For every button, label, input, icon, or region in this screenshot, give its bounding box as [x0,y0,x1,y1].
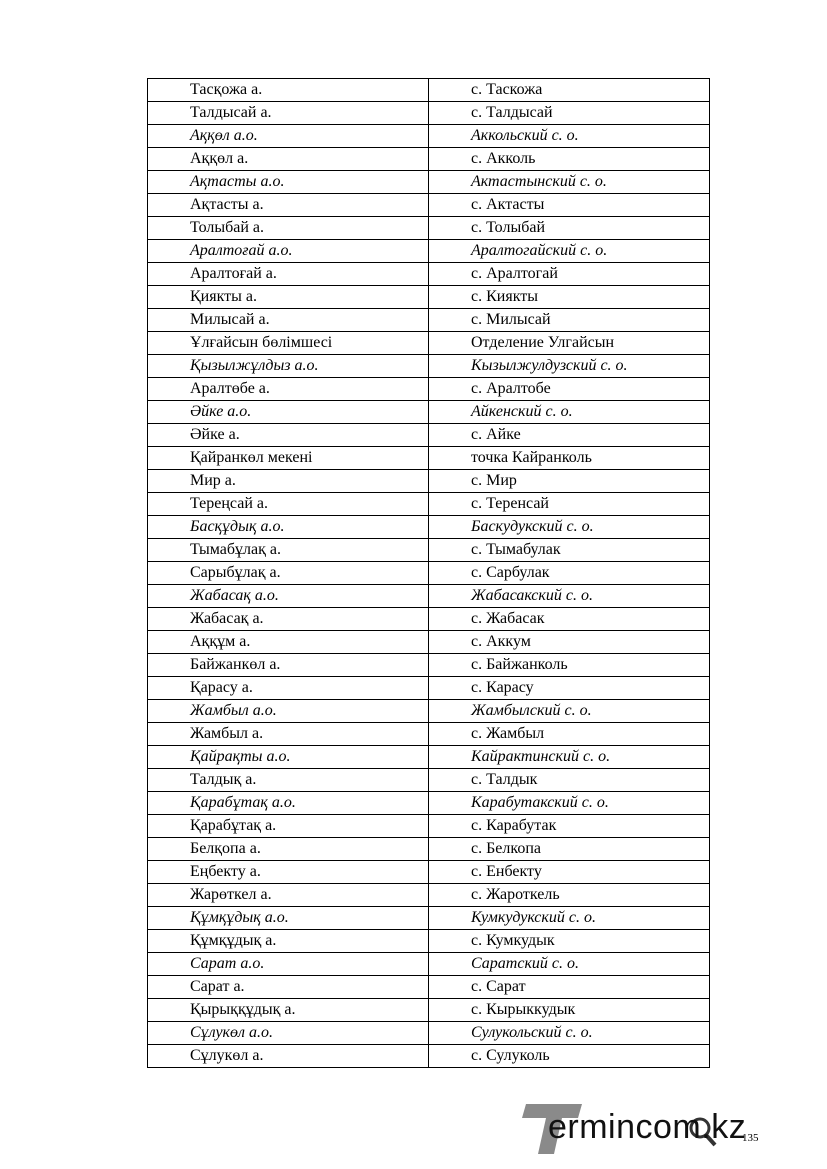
russian-name-cell: с. Талдысай [429,102,710,125]
table-row [148,217,710,240]
russian-name-cell: с. Сарбулак [429,562,710,585]
russian-name-cell: Карабутакский с. о. [429,792,710,815]
russian-name-cell: с. Акколь [429,148,710,171]
kazakh-name-cell: Қарабұтақ а.о. [148,792,429,815]
kazakh-name-cell: Тасқожа а. [148,79,429,102]
kazakh-name-cell: Тымабұлақ а. [148,539,429,562]
kazakh-name-cell: Қайрақты а.о. [148,746,429,769]
russian-name-cell: с. Киякты [429,286,710,309]
russian-name-cell: Актастынский с. о. [429,171,710,194]
table-row [148,723,710,746]
russian-name-cell: с. Байжанколь [429,654,710,677]
russian-name-cell: с. Айке [429,424,710,447]
russian-name-cell: Жабасакский с. о. [429,585,710,608]
kazakh-name-cell: Ұлғайсын бөлімшесі [148,332,429,355]
kazakh-name-cell: Талдық а. [148,769,429,792]
kazakh-name-cell: Қарабұтақ а. [148,815,429,838]
table-row [148,815,710,838]
russian-name-cell: с. Жабасак [429,608,710,631]
table-row-district [148,355,710,378]
kazakh-name-cell: Сарат а. [148,976,429,999]
table-row [148,930,710,953]
table-row-district [148,953,710,976]
kazakh-name-cell: Сарат а.о. [148,953,429,976]
table-row [148,332,710,355]
russian-name-cell: с. Жароткель [429,884,710,907]
kazakh-name-cell: Аралтөбе а. [148,378,429,401]
russian-name-cell: Аралтогайский с. о. [429,240,710,263]
russian-name-cell: Кайрактинский с. о. [429,746,710,769]
russian-name-cell: Кызылжулдузский с. о. [429,355,710,378]
table-row-district [148,746,710,769]
russian-name-cell: с. Сулуколь [429,1045,710,1068]
page-number: 135 [742,1132,759,1144]
kazakh-name-cell: Жамбыл а.о. [148,700,429,723]
kazakh-name-cell: Әйке а. [148,424,429,447]
table-row [148,102,710,125]
table-row [148,884,710,907]
russian-name-cell: с. Сарат [429,976,710,999]
russian-name-cell: с. Енбекту [429,861,710,884]
table-row [148,470,710,493]
kazakh-name-cell: Еңбекту а. [148,861,429,884]
kazakh-name-cell: Аралтоғай а. [148,263,429,286]
russian-name-cell: Саратский с. о. [429,953,710,976]
table-row-district [148,1022,710,1045]
russian-name-cell: точка Кайранколь [429,447,710,470]
kazakh-name-cell: Қиякты а. [148,286,429,309]
kazakh-name-cell: Милысай а. [148,309,429,332]
table-row [148,378,710,401]
russian-name-cell: с. Карабутак [429,815,710,838]
kazakh-name-cell: Мир а. [148,470,429,493]
russian-name-cell: с. Кырыккудык [429,999,710,1022]
kazakh-name-cell: Аққұм а. [148,631,429,654]
russian-name-cell: с. Тымабулак [429,539,710,562]
table-row-district [148,907,710,930]
toponym-table-body [148,79,710,1068]
russian-name-cell: с. Актасты [429,194,710,217]
russian-name-cell: с. Аралтобе [429,378,710,401]
table-row [148,838,710,861]
kazakh-name-cell: Сарыбұлақ а. [148,562,429,585]
table-row [148,654,710,677]
kazakh-name-cell: Қырыққұдық а. [148,999,429,1022]
table-row-district [148,516,710,539]
table-row-district [148,125,710,148]
table-row [148,976,710,999]
logo-text: ermincom.kz [548,1108,747,1146]
table-row-district [148,792,710,815]
kazakh-name-cell: Қызылжұлдыз а.о. [148,355,429,378]
kazakh-name-cell: Белқопа а. [148,838,429,861]
kazakh-name-cell: Басқұдық а.о. [148,516,429,539]
kazakh-name-cell: Жарөткел а. [148,884,429,907]
russian-name-cell: с. Милысай [429,309,710,332]
kazakh-name-cell: Тереңсай а. [148,493,429,516]
kazakh-name-cell: Аққөл а.о. [148,125,429,148]
table-row [148,677,710,700]
russian-name-cell: с. Карасу [429,677,710,700]
table-row-district [148,585,710,608]
table-row [148,769,710,792]
kazakh-name-cell: Құмқұдық а. [148,930,429,953]
table-row [148,79,710,102]
table-row [148,286,710,309]
kazakh-name-cell: Аққөл а. [148,148,429,171]
russian-name-cell: Кумкудукский с. о. [429,907,710,930]
table-row-district [148,401,710,424]
russian-name-cell: с. Белкопа [429,838,710,861]
russian-name-cell: с. Толыбай [429,217,710,240]
kazakh-name-cell: Жабасақ а.о. [148,585,429,608]
table-row [148,1045,710,1068]
kazakh-name-cell: Ақтасты а.о. [148,171,429,194]
russian-name-cell: с. Теренсай [429,493,710,516]
table-row [148,631,710,654]
russian-name-cell: с. Аралтогай [429,263,710,286]
table-row [148,424,710,447]
table-row [148,263,710,286]
kazakh-name-cell: Сұлукөл а. [148,1045,429,1068]
table-row [148,861,710,884]
kazakh-name-cell: Байжанкөл а. [148,654,429,677]
russian-name-cell: с. Жамбыл [429,723,710,746]
table-row [148,194,710,217]
kazakh-name-cell: Сұлукөл а.о. [148,1022,429,1045]
russian-name-cell: с. Таскожа [429,79,710,102]
russian-name-cell: Аккольский с. о. [429,125,710,148]
kazakh-name-cell: Құмқұдық а.о. [148,907,429,930]
russian-name-cell: с. Кумкудык [429,930,710,953]
table-row [148,999,710,1022]
russian-name-cell: Сулукольский с. о. [429,1022,710,1045]
russian-name-cell: с. Талдык [429,769,710,792]
kazakh-name-cell: Толыбай а. [148,217,429,240]
table-row-district [148,700,710,723]
table-row [148,447,710,470]
russian-name-cell: Отделение Улгайсын [429,332,710,355]
kazakh-name-cell: Ақтасты а. [148,194,429,217]
russian-name-cell: Баскудукский с. о. [429,516,710,539]
kazakh-name-cell: Қарасу а. [148,677,429,700]
table-row [148,148,710,171]
table-row [148,562,710,585]
russian-name-cell: с. Мир [429,470,710,493]
kazakh-name-cell: Аралтоғай а.о. [148,240,429,263]
table-row-district [148,240,710,263]
russian-name-cell: Жамбылский с. о. [429,700,710,723]
kazakh-name-cell: Жабасақ а. [148,608,429,631]
table-row [148,539,710,562]
kazakh-name-cell: Жамбыл а. [148,723,429,746]
table-row [148,608,710,631]
kazakh-name-cell: Әйке а.о. [148,401,429,424]
table-row [148,309,710,332]
russian-name-cell: Айкенский с. о. [429,401,710,424]
russian-name-cell: с. Аккум [429,631,710,654]
table-row-district [148,171,710,194]
table-row [148,493,710,516]
toponym-table [147,78,710,1068]
kazakh-name-cell: Талдысай а. [148,102,429,125]
kazakh-name-cell: Қайранкөл мекені [148,447,429,470]
